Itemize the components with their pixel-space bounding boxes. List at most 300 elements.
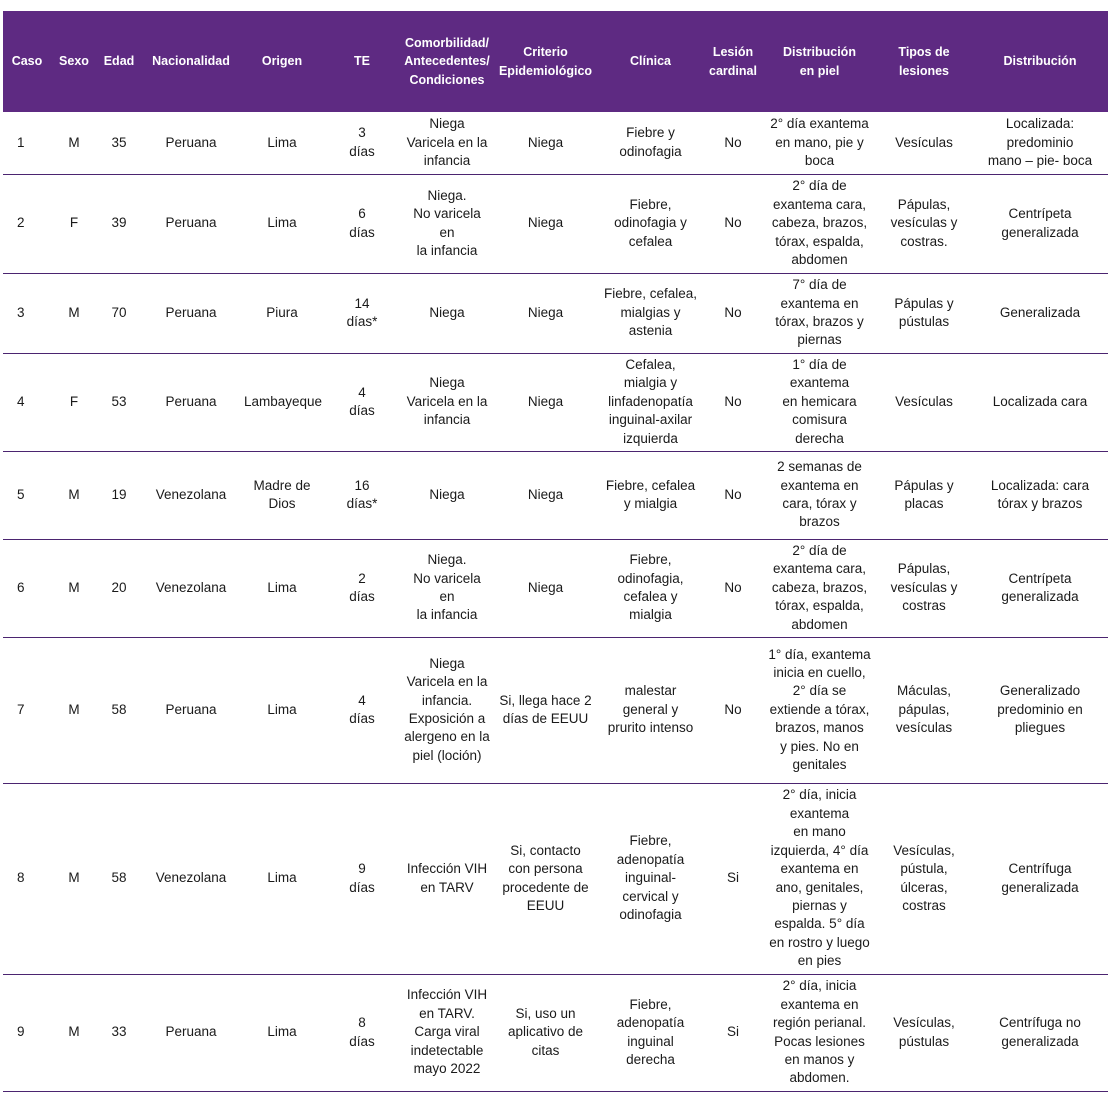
cell-line: No — [724, 579, 742, 595]
cell-line: vesículas — [895, 720, 953, 736]
cell-line: generalizada — [1001, 1033, 1079, 1049]
cell-line: No — [724, 304, 742, 320]
cell-line: astenia — [628, 323, 673, 339]
cell-line: vesículas y — [890, 579, 958, 595]
table-cell — [401, 451, 493, 539]
cell-line: en piel — [799, 63, 840, 78]
cell-line: en rostro y luego — [769, 934, 870, 950]
cell-line: días — [349, 879, 375, 895]
table-cell — [241, 273, 323, 353]
table-cell — [493, 539, 598, 637]
cell-line: Carga viral — [414, 1024, 480, 1040]
cell-line: tórax, espalda, — [775, 233, 864, 249]
table-cell — [141, 974, 241, 1091]
cell-line: Fiebre, — [629, 996, 672, 1012]
cell-line: 2° día exantema — [770, 116, 869, 132]
cell-line: espalda. 5° día — [774, 916, 865, 932]
cell-line: Vesículas — [895, 393, 953, 409]
cell-line: exantema cara, — [772, 561, 867, 577]
cell-line: exantema cara, — [772, 196, 867, 212]
table-cell — [3, 273, 51, 353]
cell-line: M — [68, 870, 80, 886]
table-row — [3, 273, 1108, 353]
header-row — [3, 11, 1108, 112]
cell-line: tórax y brazos — [997, 496, 1083, 511]
cell-line: Infección VIH — [406, 861, 488, 877]
table-cell — [51, 539, 97, 637]
cell-line: pápulas, — [898, 701, 950, 717]
cell-line: cabeza, brazos, — [771, 579, 868, 595]
table-cell — [3, 353, 51, 451]
cell-line: M — [68, 486, 80, 502]
table-cell — [972, 974, 1108, 1091]
cell-line: días — [349, 143, 375, 159]
cell-line: Dios — [268, 496, 296, 511]
table-cell — [401, 783, 493, 974]
column-header — [241, 11, 323, 112]
table-cell — [51, 783, 97, 974]
cell-line: lesiones — [898, 63, 950, 78]
cell-line: 2 — [17, 215, 25, 231]
table-cell — [97, 174, 141, 273]
cell-line: piernas y — [792, 897, 847, 913]
cell-line: Criterio — [523, 45, 568, 59]
cell-line: Lima — [267, 701, 297, 717]
cell-line: mialgia y — [623, 375, 678, 391]
cell-line: Sexo — [59, 54, 89, 69]
cell-line: inguinal-axilar — [608, 412, 693, 428]
table-cell — [97, 451, 141, 539]
table-cell — [51, 451, 97, 539]
cell-line: pliegues — [1014, 720, 1066, 736]
table-cell — [763, 273, 876, 353]
cell-line: vesículas y — [890, 215, 958, 231]
cell-line: Pápulas y — [894, 295, 954, 311]
cell-line: cabeza, brazos, — [771, 215, 868, 231]
cell-line: 2° día de — [792, 178, 847, 194]
cell-line: días — [349, 403, 375, 418]
cell-line: 4 — [358, 692, 366, 708]
cell-line: prurito intenso — [607, 720, 694, 736]
cell-line: Niega. — [427, 187, 467, 203]
cell-line: inguinal- — [624, 870, 677, 886]
table-cell — [241, 539, 323, 637]
cell-line: cefalea y — [623, 589, 678, 604]
cell-line: Lima — [267, 579, 297, 595]
cell-line: general y — [622, 701, 679, 717]
cell-line: días — [349, 711, 375, 726]
table-cell — [3, 539, 51, 637]
cell-line: Centrípeta — [1008, 570, 1072, 586]
cell-line: piernas — [797, 332, 842, 348]
cell-line: Niega — [527, 134, 564, 150]
cell-line: abdomen. — [789, 1070, 850, 1086]
cell-line: tórax, espalda, — [775, 598, 864, 614]
cell-line: exantema en — [780, 295, 859, 311]
cell-line: Nacionalidad — [152, 54, 230, 69]
cell-line: cefalea — [628, 233, 673, 249]
cell-line: Condiciones — [409, 72, 485, 87]
cell-line: 2 — [358, 570, 366, 586]
table-cell — [141, 783, 241, 974]
cell-line: Lima — [267, 215, 297, 231]
cell-line: 2° día, inicia — [782, 978, 857, 994]
table-cell — [598, 174, 703, 273]
table-cell — [241, 112, 323, 174]
cell-line: Fiebre, cefalea — [605, 477, 696, 493]
table-cell — [598, 273, 703, 353]
table-cell — [876, 783, 972, 974]
cell-line: Fiebre y — [626, 125, 675, 141]
table-cell — [598, 451, 703, 539]
table-cell — [493, 273, 598, 353]
table-cell — [598, 539, 703, 637]
table-cell — [401, 174, 493, 273]
cell-line: predominio — [1006, 134, 1074, 150]
table-row — [3, 539, 1108, 637]
cell-line: infancia. — [421, 692, 473, 708]
cell-line: 2 semanas de — [777, 459, 862, 475]
column-header — [3, 11, 51, 112]
table-cell — [401, 273, 493, 353]
column-header — [493, 11, 598, 112]
cell-line: Localizada: cara — [990, 477, 1090, 493]
table-cell — [703, 273, 763, 353]
cell-line: No — [724, 134, 742, 150]
cell-line: tórax, brazos y — [775, 314, 864, 329]
cell-line: Clínica — [630, 54, 671, 69]
cell-line: en hemicara — [782, 393, 857, 409]
cell-line: Vesículas, — [893, 1015, 955, 1031]
cell-line: predominio en — [997, 701, 1083, 717]
cell-line: F — [69, 215, 79, 231]
table-cell — [876, 174, 972, 273]
cell-line: Centrífuga — [1008, 861, 1072, 877]
cell-line: en mano — [793, 824, 846, 840]
table-cell — [972, 273, 1108, 353]
cell-line: 9 — [17, 1024, 25, 1040]
table-cell — [876, 451, 972, 539]
cell-line: No varicela en — [413, 206, 481, 240]
cell-line: Varicela en la — [406, 134, 488, 150]
table-cell — [493, 783, 598, 974]
cell-line: generalizada — [1001, 879, 1079, 895]
cell-line: adenopatía — [616, 851, 685, 867]
table-cell — [703, 974, 763, 1091]
cell-line: Origen — [261, 54, 303, 69]
cell-line: y pies. No en — [780, 738, 859, 754]
table-cell — [97, 783, 141, 974]
column-header — [51, 11, 97, 112]
table-cell — [493, 112, 598, 174]
cell-line: odinofagia y — [614, 215, 687, 231]
table-cell — [401, 539, 493, 637]
cell-line: cervical y — [622, 888, 679, 904]
column-header — [97, 11, 141, 112]
cell-line: días* — [346, 314, 378, 329]
cell-line: Vesículas — [895, 134, 953, 150]
cell-line: Niega. — [427, 552, 467, 568]
cell-line: días de EEUU — [502, 711, 589, 726]
table-cell — [241, 783, 323, 974]
cell-line: Si, contacto — [510, 842, 581, 858]
cell-line: Fiebre, — [629, 833, 672, 849]
cell-line: Si — [726, 870, 739, 886]
cell-line: odinofagia — [619, 907, 682, 923]
cell-line: en TARV. — [419, 1005, 475, 1021]
cell-line: Caso — [11, 54, 43, 69]
cell-line: 19 — [111, 486, 127, 502]
cell-line: Niega — [429, 655, 465, 671]
cell-line: abdomen — [791, 616, 848, 632]
column-header — [141, 11, 241, 112]
cell-line: 5 — [17, 486, 25, 502]
cell-line: en manos y — [784, 1051, 855, 1067]
cell-line: M — [68, 701, 80, 717]
table-cell — [598, 974, 703, 1091]
cell-line: derecha — [626, 1051, 675, 1067]
cell-line: Si, uso un — [515, 1005, 576, 1021]
cell-line: Peruana — [165, 134, 217, 150]
table-cell — [323, 783, 401, 974]
cell-line: M — [68, 579, 80, 595]
cell-line: 8 — [358, 1015, 366, 1031]
cell-line: Peruana — [165, 215, 217, 231]
cell-line: M — [68, 134, 80, 150]
cell-line: alergeno en la — [404, 729, 490, 745]
cell-line: Madre de — [253, 477, 311, 493]
cell-line: TE — [354, 54, 370, 69]
column-header — [598, 11, 703, 112]
cell-line: 2° día, inicia — [782, 787, 857, 803]
cell-line: Niega — [527, 579, 564, 595]
cell-line: Comorbilidad/ — [404, 35, 490, 50]
table-cell — [401, 353, 493, 451]
cell-line: izquierda — [623, 430, 678, 446]
table-cell — [493, 637, 598, 783]
cell-line: 7° día de — [792, 277, 847, 293]
table-cell — [323, 112, 401, 174]
table-cell — [763, 637, 876, 783]
cell-line: ano, genitales, — [775, 879, 864, 895]
table-cell — [598, 783, 703, 974]
table-cell — [763, 539, 876, 637]
cell-line: 3 — [17, 304, 25, 320]
table-row — [3, 112, 1108, 174]
cell-line: odinofagia, — [617, 570, 684, 586]
table-cell — [323, 174, 401, 273]
cell-line: Tipos de — [898, 45, 950, 59]
table-cell — [141, 112, 241, 174]
cell-line: con persona — [508, 861, 583, 877]
table-cell — [703, 112, 763, 174]
cell-line: 8 — [17, 870, 25, 886]
cell-line: mialgia — [629, 607, 672, 623]
cell-line: genitales — [792, 757, 847, 773]
cell-line: Epidemiológico — [498, 63, 593, 78]
cell-line: días — [349, 1033, 375, 1049]
table-cell — [876, 637, 972, 783]
table-cell — [598, 112, 703, 174]
cell-line: Niega — [527, 215, 564, 231]
cell-line: Pocas lesiones — [774, 1033, 865, 1049]
table-row — [3, 974, 1108, 1091]
table-cell — [323, 451, 401, 539]
cell-line: 53 — [111, 393, 127, 409]
cell-line: exantema — [789, 805, 850, 821]
cell-line: en TARV — [420, 879, 474, 895]
table-cell — [323, 353, 401, 451]
cell-line: Localizada: — [1005, 116, 1075, 132]
cell-line: días — [349, 589, 375, 604]
cell-line: Piura — [266, 304, 298, 320]
cell-line: No varicela en — [413, 570, 481, 604]
cell-line: Niega — [429, 486, 465, 502]
cell-line: 1° día de — [792, 356, 847, 372]
cell-line: Lambayeque — [244, 393, 323, 409]
cell-line: cara, tórax y — [782, 496, 857, 511]
cell-line: Venezolana — [155, 870, 227, 886]
cell-line: indetectable — [410, 1042, 484, 1058]
table-cell — [51, 353, 97, 451]
cell-line: días — [349, 224, 375, 240]
table-cell — [323, 637, 401, 783]
table-cell — [3, 112, 51, 174]
table-cell — [876, 974, 972, 1091]
table-cell — [97, 637, 141, 783]
cell-line: No — [724, 215, 742, 231]
cell-line: Peruana — [165, 701, 217, 717]
table-row — [3, 637, 1108, 783]
cell-line: Venezolana — [155, 486, 227, 502]
table-cell — [51, 273, 97, 353]
cell-line: costras — [902, 598, 946, 614]
cell-line: 20 — [111, 579, 127, 595]
cell-line: Niega — [429, 375, 465, 391]
table-cell — [972, 174, 1108, 273]
table-cell — [51, 974, 97, 1091]
table-cell — [703, 783, 763, 974]
cell-line: Niega — [429, 116, 465, 132]
cell-line: mano – pie- boca — [987, 152, 1093, 168]
cell-line: M — [68, 1024, 80, 1040]
cell-line: Peruana — [165, 1024, 217, 1040]
cell-line: Fiebre, — [629, 196, 672, 212]
table-cell — [972, 112, 1108, 174]
cell-line: Lima — [267, 870, 297, 886]
table-cell — [141, 637, 241, 783]
table-cell — [763, 783, 876, 974]
cell-line: la infancia — [416, 607, 478, 623]
cell-line: Lesión — [712, 45, 754, 59]
cell-line: Varicela en la — [406, 393, 488, 409]
cell-line: generalizada — [1001, 589, 1079, 604]
cell-line: exantema en — [780, 996, 859, 1012]
cell-line: abdomen — [791, 252, 848, 268]
cell-line: F — [69, 393, 79, 409]
cell-line: 4 — [358, 384, 366, 400]
cell-line: derecha — [795, 430, 844, 446]
cell-line: izquierda, 4° día — [770, 842, 869, 858]
cell-line: Lima — [267, 1024, 297, 1040]
table-cell — [97, 353, 141, 451]
cell-line: Pápulas y — [894, 477, 954, 493]
table-cell — [763, 174, 876, 273]
cell-line: 9 — [358, 861, 366, 877]
cell-line: comisura — [792, 412, 847, 428]
table-cell — [141, 353, 241, 451]
cell-line: malestar — [624, 683, 677, 699]
table-cell — [3, 783, 51, 974]
cell-line: citas — [531, 1042, 560, 1058]
cell-line: aplicativo de — [507, 1024, 584, 1040]
cases-table — [3, 11, 1108, 1092]
cell-line: costras. — [900, 233, 948, 249]
cell-line: 7 — [17, 701, 25, 717]
column-header — [876, 11, 972, 112]
table-cell — [401, 112, 493, 174]
cell-line: Vesículas, — [893, 842, 955, 858]
cell-line: procedente de — [502, 879, 589, 895]
cell-line: exantema en — [780, 861, 859, 877]
cell-line: Niega — [527, 393, 564, 409]
cell-line: boca — [804, 152, 835, 168]
cell-line: Niega — [429, 304, 465, 320]
table-cell — [763, 974, 876, 1091]
cell-line: No — [724, 393, 742, 409]
table-cell — [972, 637, 1108, 783]
cell-line: 2° día de — [792, 542, 847, 558]
table-cell — [493, 451, 598, 539]
table-row — [3, 174, 1108, 273]
table-cell — [141, 174, 241, 273]
cell-line: 6 — [358, 206, 366, 222]
table-cell — [51, 174, 97, 273]
table-cell — [323, 539, 401, 637]
cell-line: Distribución — [783, 45, 856, 59]
table-cell — [241, 174, 323, 273]
cell-line: exantema en — [780, 477, 859, 493]
table-row — [3, 353, 1108, 451]
cell-line: Cefalea, — [625, 356, 676, 372]
cell-line: brazos, manos — [775, 720, 864, 736]
table-cell — [51, 112, 97, 174]
table-cell — [97, 112, 141, 174]
cell-line: en mano, pie y — [775, 134, 864, 150]
table-cell — [703, 353, 763, 451]
cell-line: 58 — [111, 870, 127, 886]
table-cell — [763, 451, 876, 539]
cell-line: adenopatía — [616, 1015, 685, 1031]
table-cell — [972, 353, 1108, 451]
cell-line: la infancia — [416, 242, 478, 258]
cell-line: pústulas — [898, 1033, 950, 1049]
cell-line: 3 — [358, 125, 366, 141]
table-cell — [876, 353, 972, 451]
table-cell — [51, 637, 97, 783]
table-cell — [703, 174, 763, 273]
cell-line: Fiebre, — [629, 552, 672, 568]
table-cell — [3, 974, 51, 1091]
cell-line: extiende a tórax, — [769, 701, 870, 717]
cell-line: odinofagia — [619, 143, 682, 159]
table-cell — [763, 112, 876, 174]
column-header — [703, 11, 763, 112]
cell-line: pústula, — [900, 861, 948, 877]
cell-line: Si — [726, 1024, 739, 1040]
cell-line: Fiebre, cefalea, — [603, 286, 698, 302]
cell-line: Venezolana — [155, 579, 227, 595]
